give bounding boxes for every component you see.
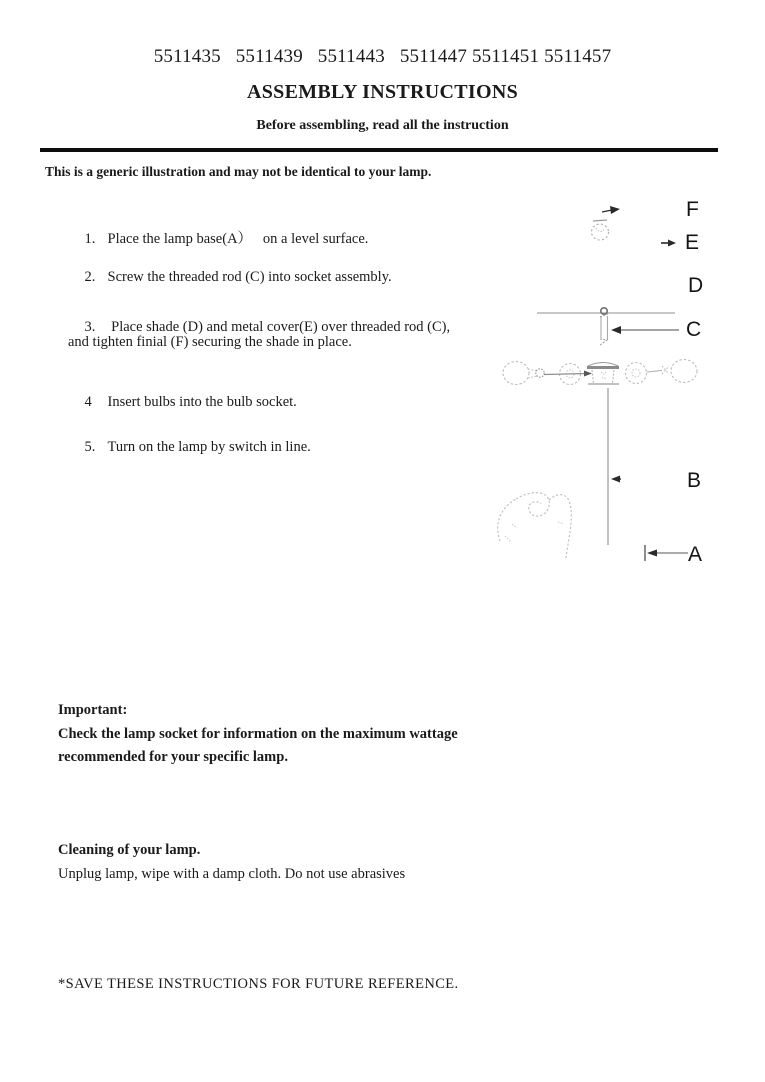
label-f: F bbox=[686, 198, 699, 221]
arrow-c-icon bbox=[611, 326, 679, 334]
save-instructions-note: *SAVE THESE INSTRUCTIONS FOR FUTURE REFERENCE. bbox=[58, 976, 459, 992]
finial-sketch bbox=[592, 220, 609, 240]
base-scroll-sketch bbox=[498, 493, 572, 558]
label-d: D bbox=[688, 274, 704, 297]
cleaning-heading: Cleaning of your lamp. bbox=[58, 842, 201, 858]
bulb-sketch-right-inner bbox=[626, 363, 647, 384]
step-text: Screw the threaded rod (C) into socket assembly. bbox=[107, 269, 392, 285]
label-c: C bbox=[686, 318, 702, 341]
step-2 bbox=[70, 252, 392, 303]
important-line1: Check the lamp socket for information on the maximum wattage bbox=[58, 725, 458, 742]
step-text: Place shade (D) and metal cover(E) over threaded rod (C), bbox=[107, 319, 451, 335]
generic-illustration-notice: This is a generic illustration and may not be identical to your lamp. bbox=[45, 164, 432, 179]
arrow-bulb-left-icon bbox=[544, 371, 592, 377]
important-heading: Important: bbox=[58, 702, 128, 718]
page-subtitle: Before assembling, read all the instruction bbox=[256, 118, 509, 133]
bulb-sketch-left-outer bbox=[503, 362, 544, 385]
label-a: A bbox=[688, 543, 703, 566]
bulb-sketch-right-outer bbox=[647, 360, 697, 383]
arrow-e-icon bbox=[661, 240, 676, 247]
page-title: ASSEMBLY INSTRUCTIONS bbox=[246, 81, 519, 103]
step-number: 3. bbox=[84, 319, 96, 335]
cleaning-section bbox=[58, 839, 405, 886]
header-divider bbox=[40, 148, 718, 152]
step-text: Turn on the lamp by switch in line. bbox=[107, 439, 311, 455]
arrow-a-icon bbox=[645, 545, 688, 561]
step-number: 1. bbox=[84, 231, 96, 247]
important-section bbox=[58, 699, 458, 770]
step-4 bbox=[70, 377, 297, 428]
step-3-continuation: and tighten finial (F) securing the shade in place. bbox=[68, 334, 352, 350]
cleaning-body: Unplug lamp, wipe with a damp cloth. Do not use abrasives bbox=[58, 865, 406, 882]
important-line2: recommended for your specific lamp. bbox=[58, 749, 288, 765]
step-text: Place the lamp base(A） on a level surface. bbox=[107, 231, 369, 247]
model-numbers: 5511435 5511439 5511443 5511447 5511451 5511457 bbox=[153, 46, 612, 67]
socket-assembly-sketch bbox=[587, 363, 619, 385]
step-text: Insert bulbs into the bulb socket. bbox=[107, 394, 297, 410]
arrow-f-icon bbox=[602, 206, 620, 214]
label-e: E bbox=[685, 231, 700, 254]
step-number: 2. bbox=[84, 269, 96, 285]
step-number: 4 bbox=[84, 394, 92, 410]
label-b: B bbox=[687, 469, 702, 492]
arrow-b-icon bbox=[611, 476, 621, 483]
step-5 bbox=[70, 422, 311, 473]
step-number: 5. bbox=[84, 439, 96, 455]
